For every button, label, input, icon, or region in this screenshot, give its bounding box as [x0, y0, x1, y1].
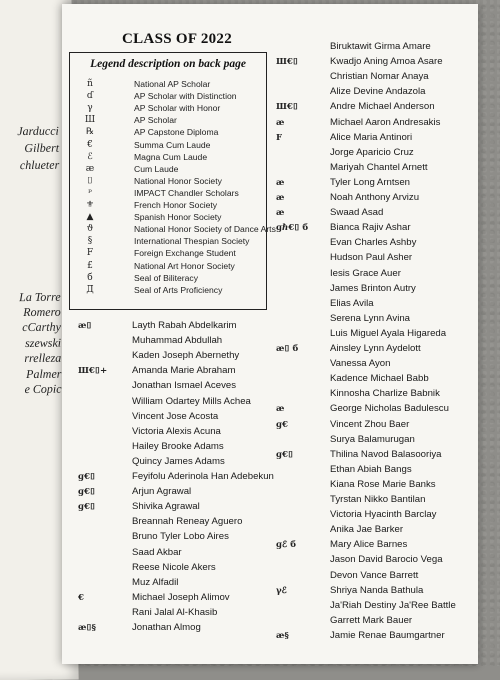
legend-item — [70, 224, 276, 236]
left-page-name-fragment: Gilbert — [24, 140, 60, 156]
graduate-name: Jamie Renae Baumgartner — [330, 629, 445, 641]
legend-symbol-icon: б — [87, 272, 93, 283]
legend-label: AP Scholar with Honor — [134, 103, 221, 114]
graduate-name: Alize Devine Andazola — [330, 86, 426, 98]
legend-item — [70, 285, 266, 297]
legend-label: Cum Laude — [134, 163, 179, 174]
graduate-name: William Odartey Mills Achea — [132, 395, 251, 407]
legend-item — [70, 152, 266, 164]
graduate-name: Serena Lynn Avina — [330, 312, 411, 324]
graduate-name: Kadence Michael Babb — [330, 373, 429, 385]
page-title: CLASS OF 2022 — [122, 31, 233, 47]
graduate-name: Shriya Nanda Bathula — [330, 584, 424, 596]
graduate-name: Vanessa Ayon — [330, 358, 391, 370]
graduate-name: Tyler Long Arntsen — [330, 176, 410, 188]
honor-symbols-icon: æ⌷§ — [78, 623, 97, 633]
legend-item — [70, 261, 266, 273]
graduate-name: Reese Nicole Akers — [132, 561, 216, 573]
graduate-name: Amanda Marie Abraham — [132, 365, 236, 377]
graduate-name: Quincy James Adams — [132, 455, 225, 467]
legend-label: Seal of Biliteracy — [134, 272, 199, 283]
graduate-name: Jonathan Ismael Aceves — [132, 380, 236, 392]
graduate-name: Jorge Aparicio Cruz — [330, 146, 414, 158]
graduate-name: Surya Balamurugan — [330, 433, 415, 445]
graduate-name: Alice Maria Antinori — [330, 131, 413, 143]
graduate-name: Iesis Grace Auer — [330, 267, 401, 279]
left-page-name-fragment: La Torre — [19, 289, 61, 305]
legend-symbol-icon: ⚜ — [85, 200, 95, 210]
graduate-name: Kaden Joseph Abernethy — [132, 350, 240, 362]
graduate-name: Tyrstan Nikko Bantilan — [330, 494, 426, 505]
legend-item — [70, 164, 266, 176]
honor-symbols-icon: æ — [276, 404, 285, 415]
graduate-name: Muz Alfadil — [132, 576, 179, 588]
graduate-name: Michael Joseph Alimov — [132, 591, 230, 603]
legend-symbol-icon: ñ — [87, 79, 93, 89]
honor-symbols-icon: ɡ€⌷ — [78, 472, 96, 482]
honor-symbols-icon: ɡℰ б — [276, 540, 296, 551]
legend-symbol-icon: ℞ — [85, 127, 95, 138]
graduate-name: Rani Jalal Al-Khasib — [132, 606, 218, 618]
graduate-name: Hudson Paul Asher — [330, 252, 413, 264]
graduate-name: Ainsley Lynn Aydelott — [330, 343, 421, 354]
graduate-name: Arjun Agrawal — [132, 486, 192, 498]
honor-symbols-icon: γℰ — [276, 585, 287, 596]
legend-label: National Art Honor Society — [134, 260, 235, 271]
graduate-name: Shivika Agrawal — [132, 501, 200, 513]
graduate-name: Vincent Jose Acosta — [132, 410, 219, 422]
graduate-name: Elias Avila — [330, 297, 374, 309]
graduate-name: Layth Rabah Abdelkarim — [132, 320, 237, 331]
honor-symbols-icon: æ — [276, 177, 285, 188]
legend-symbol-icon: ▲ — [86, 212, 94, 223]
graduate-name: Biruktawit Girma Amare — [330, 41, 431, 52]
legend-item — [70, 140, 266, 152]
legend-label: Foreign Exchange Student — [134, 248, 236, 259]
legend-item — [70, 248, 266, 260]
left-page-name-fragment: chlueter — [19, 157, 60, 173]
legend-symbol-icon: F — [86, 248, 94, 259]
legend-label: AP Scholar with Distinction — [134, 91, 237, 102]
honor-symbols-icon: æ⌷ — [78, 321, 92, 331]
graduate-name: Thilina Navod Balasooriya — [330, 448, 442, 460]
legend-symbol-icon: Ш — [84, 115, 96, 126]
legend-item — [70, 236, 266, 248]
graduate-name: Anika Jae Barker — [330, 524, 404, 536]
legend-label: Seal of Arts Proficiency — [134, 284, 223, 295]
graduate-name: Ja'Riah Destiny Ja'Ree Battle — [330, 599, 456, 611]
legend-label: National AP Scholar — [134, 79, 211, 89]
graduate-name: George Nicholas Badulescu — [330, 403, 449, 415]
honor-symbols-icon: F — [276, 132, 283, 143]
graduate-name: Bruno Tyler Lobo Aires — [132, 531, 229, 543]
legend-label: Spanish Honor Society — [134, 212, 222, 223]
legend-item — [70, 79, 266, 91]
graduate-name: Bianca Rajiv Ashar — [330, 222, 411, 234]
legend-item — [70, 91, 266, 103]
legend-symbol-icon: ℰ — [87, 151, 93, 162]
graduate-name: Luis Miguel Ayala Higareda — [330, 327, 447, 339]
left-page-name-fragment: Jarducci — [17, 123, 59, 139]
graduate-name: Jonathan Almog — [132, 622, 201, 633]
legend-symbol-icon: γ — [87, 103, 93, 114]
legend-symbol-icon: ϑ — [86, 224, 94, 235]
legend-label: National Honor Society — [134, 175, 222, 186]
graduate-name: Hailey Brooke Adams — [132, 440, 224, 452]
legend-symbol-icon: € — [87, 139, 93, 150]
honor-symbols-icon: æ — [276, 117, 285, 128]
honor-symbols-icon: Ш€⌷+ — [78, 366, 108, 377]
graduate-name: James Brinton Autry — [330, 282, 416, 294]
legend-symbol-icon: æ — [85, 163, 95, 174]
legend-symbol-icon: § — [87, 236, 93, 247]
legend-item — [70, 188, 266, 200]
graduate-name: Victoria Hyacinth Barclay — [330, 509, 437, 521]
legend-symbol-icon: ⌷ — [87, 175, 93, 186]
legend-item — [70, 127, 266, 139]
legend-item — [70, 200, 266, 212]
graduate-name: Mariyah Chantel Arnett — [330, 161, 428, 173]
graduate-name: Michael Aaron Andresakis — [330, 116, 441, 128]
graduate-name: Devon Vance Barrett — [330, 569, 419, 581]
graduate-name: Mary Alice Barnes — [330, 539, 408, 551]
honor-symbols-icon: Ш€⌷ — [276, 57, 299, 68]
graduate-name: Evan Charles Ashby — [330, 237, 417, 249]
honor-symbols-icon: æ — [276, 193, 285, 203]
legend-label: IMPACT Chandler Scholars — [134, 187, 239, 198]
honor-symbols-icon: ɡ€ — [276, 419, 288, 430]
graduate-name: Breannah Reneay Aguero — [132, 516, 243, 528]
honor-symbols-icon: ɡℏ€⌷ б — [276, 223, 309, 234]
left-page-name-fragment: Palmer — [26, 366, 62, 382]
honor-symbols-icon: € — [78, 592, 84, 603]
legend-label: French Honor Society — [134, 200, 218, 210]
left-page-name-fragment: e Copic — [24, 381, 62, 397]
honor-symbols-icon: ɡ€⌷ — [78, 487, 96, 498]
legend-symbol-icon: ɗ — [86, 91, 94, 102]
graduate-name: Feyifolu Aderinola Han Adebekun — [132, 471, 274, 482]
graduate-name: Swaad Asad — [330, 207, 384, 219]
honor-symbols-icon: æ⌷ б — [276, 344, 299, 354]
legend-label: AP Capstone Diploma — [134, 127, 219, 138]
graduate-name: Christian Nomar Anaya — [330, 71, 429, 83]
legend-title: Legend description on back page — [90, 58, 246, 70]
legend-label: Magna Cum Laude — [134, 151, 208, 162]
legend-item — [70, 103, 266, 115]
honor-symbols-icon: æ — [276, 208, 285, 219]
program-page — [62, 4, 478, 664]
legend-item — [70, 273, 266, 285]
graduate-name: Ethan Abiah Bangs — [330, 463, 412, 475]
legend-label: Summa Cum Laude — [134, 139, 211, 150]
left-page-name-fragment: szewski — [25, 335, 62, 351]
graduate-name: Kinnosha Charlize Babnik — [330, 388, 440, 400]
legend-label: International Thespian Society — [134, 236, 250, 247]
graduate-name: Muhammad Abdullah — [132, 335, 223, 347]
graduate-name: Victoria Alexis Acuna — [132, 425, 221, 437]
honor-symbols-icon: ɡ€⌷ — [78, 502, 96, 513]
legend-symbol-icon: ᵖ — [88, 187, 92, 198]
legend-item — [70, 212, 266, 224]
legend-symbol-icon: Д — [86, 284, 94, 295]
honor-symbols-icon: æ§ — [276, 630, 289, 641]
legend-box — [69, 52, 276, 310]
left-page-name-fragment: rrelleza — [24, 350, 62, 366]
honor-symbols-icon: ɡ€⌷ — [276, 449, 294, 460]
graduate-name: Noah Anthony Arvizu — [330, 192, 420, 203]
left-page-name-fragment: cCarthy — [22, 319, 61, 335]
honor-symbols-icon: Ш€⌷ — [276, 102, 299, 113]
legend-label: National Honor Society of Dance Arts — [134, 224, 276, 235]
graduate-name: Garrett Mark Bauer — [330, 614, 413, 626]
graduate-name: Andre Michael Anderson — [330, 101, 435, 113]
left-page-name-fragment: Romero — [23, 304, 61, 320]
legend-item — [70, 176, 266, 188]
graduate-name: Saad Akbar — [132, 546, 182, 558]
legend-label: AP Scholar — [134, 115, 177, 126]
graduate-name: Kiana Rose Marie Banks — [330, 478, 436, 490]
legend-symbol-icon: £ — [87, 260, 93, 271]
graduate-name: Jason David Barocio Vega — [330, 554, 443, 566]
graduate-name: Vincent Zhou Baer — [330, 418, 410, 430]
graduate-name: Kwadjo Aning Amoa Asare — [330, 56, 443, 68]
legend-item — [70, 115, 266, 127]
